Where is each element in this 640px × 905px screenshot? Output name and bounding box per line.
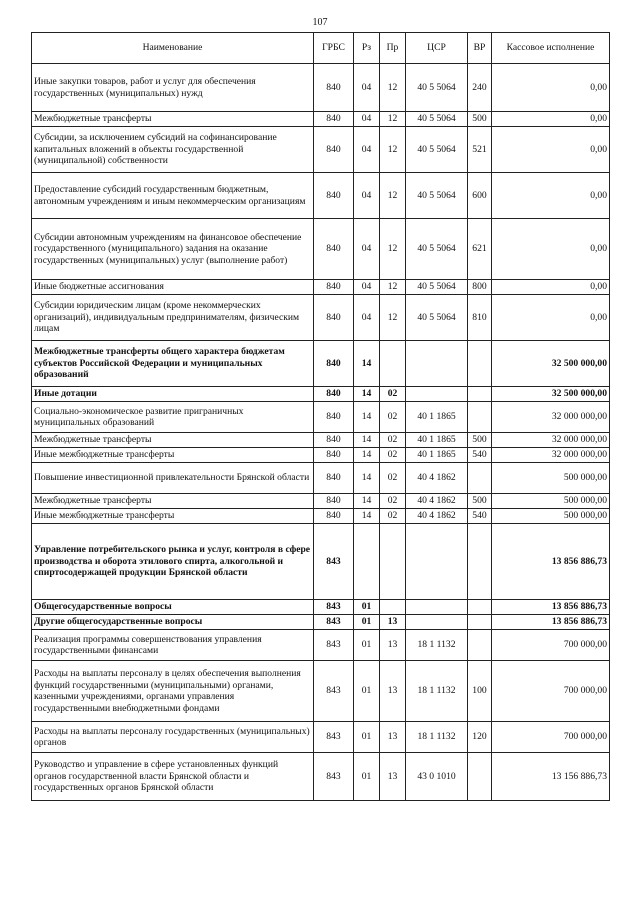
- cell-name: Субсидии автономным учреждениям на финансовое обеспечение государственного (муниципального) задания на оказание государственных (муниципальных) услуг (выполнение работ): [32, 219, 314, 280]
- cell-name: Субсидии юридическим лицам (кроме некоммерческих организаций), индивидуальным предпринимателям, физическим лицам: [32, 295, 314, 341]
- cell-grbs: 843: [314, 722, 354, 753]
- cell-csr: [406, 524, 468, 600]
- cell-name: Руководство и управление в сфере установленных функций органов государственной власти Брянской области и государственных органов Брянской области: [32, 753, 314, 801]
- cell-name: Реализация программы совершенствования управления государственными финансами: [32, 630, 314, 661]
- cell-name: Иные дотации: [32, 387, 314, 402]
- cell-sum: 32 500 000,00: [492, 341, 610, 387]
- cell-sum: 500 000,00: [492, 463, 610, 494]
- table-row: [32, 661, 610, 722]
- cell-vr: 240: [468, 64, 492, 112]
- table-row: [32, 402, 610, 433]
- cell-name: Управление потребительского рынка и услуг, контроля в сфере производства и оборота этилового спирта, алкогольной и спиртосодержащей продукции Брянской области: [32, 524, 314, 600]
- cell-name: Иные межбюджетные трансферты: [32, 448, 314, 463]
- cell-sum: 13 856 886,73: [492, 600, 610, 615]
- cell-vr: 540: [468, 448, 492, 463]
- cell-vr: [468, 387, 492, 402]
- header-grbs: ГРБС: [314, 33, 354, 64]
- cell-grbs: 840: [314, 494, 354, 509]
- table-row: [32, 753, 610, 801]
- cell-vr: 500: [468, 494, 492, 509]
- cell-sum: 700 000,00: [492, 661, 610, 722]
- header-name: Наименование: [32, 33, 314, 64]
- cell-rz: 01: [354, 600, 380, 615]
- cell-csr: 40 5 5064: [406, 173, 468, 219]
- cell-grbs: 840: [314, 173, 354, 219]
- cell-sum: 0,00: [492, 280, 610, 295]
- cell-rz: 01: [354, 722, 380, 753]
- cell-pr: 02: [380, 494, 406, 509]
- table-row: [32, 219, 610, 280]
- cell-csr: 18 1 1132: [406, 722, 468, 753]
- cell-csr: [406, 615, 468, 630]
- cell-csr: 40 5 5064: [406, 295, 468, 341]
- cell-grbs: 840: [314, 448, 354, 463]
- cell-vr: [468, 463, 492, 494]
- cell-grbs: 843: [314, 661, 354, 722]
- cell-grbs: 843: [314, 753, 354, 801]
- cell-sum: 700 000,00: [492, 630, 610, 661]
- cell-pr: 12: [380, 127, 406, 173]
- cell-grbs: 840: [314, 387, 354, 402]
- cell-csr: 40 5 5064: [406, 127, 468, 173]
- cell-name: Предоставление субсидий государственным бюджетным, автономным учреждениям и иным некоммерческим организациям: [32, 173, 314, 219]
- cell-pr: 12: [380, 280, 406, 295]
- cell-pr: 02: [380, 433, 406, 448]
- cell-pr: [380, 341, 406, 387]
- cell-rz: 01: [354, 661, 380, 722]
- cell-sum: 700 000,00: [492, 722, 610, 753]
- cell-rz: 04: [354, 295, 380, 341]
- cell-name: Межбюджетные трансферты: [32, 433, 314, 448]
- cell-sum: 32 000 000,00: [492, 433, 610, 448]
- cell-rz: 14: [354, 448, 380, 463]
- table-row: [32, 600, 610, 615]
- cell-csr: 40 4 1862: [406, 494, 468, 509]
- cell-pr: 02: [380, 402, 406, 433]
- cell-vr: 810: [468, 295, 492, 341]
- cell-sum: 500 000,00: [492, 509, 610, 524]
- cell-grbs: 840: [314, 127, 354, 173]
- cell-rz: 01: [354, 753, 380, 801]
- table-row: [32, 722, 610, 753]
- cell-sum: 0,00: [492, 219, 610, 280]
- cell-vr: [468, 600, 492, 615]
- page-number: 107: [312, 17, 328, 28]
- cell-rz: [354, 524, 380, 600]
- cell-rz: 04: [354, 280, 380, 295]
- cell-vr: 500: [468, 433, 492, 448]
- cell-name: Общегосударственные вопросы: [32, 600, 314, 615]
- cell-pr: 12: [380, 219, 406, 280]
- cell-grbs: 840: [314, 402, 354, 433]
- table-row: [32, 615, 610, 630]
- table-row: [32, 387, 610, 402]
- cell-rz: 14: [354, 433, 380, 448]
- cell-sum: 0,00: [492, 127, 610, 173]
- cell-name: Расходы на выплаты персоналу государственных (муниципальных) органов: [32, 722, 314, 753]
- cell-grbs: 840: [314, 433, 354, 448]
- cell-name: Межбюджетные трансферты: [32, 112, 314, 127]
- table-body: [32, 64, 610, 801]
- cell-name: Повышение инвестиционной привлекательности Брянской области: [32, 463, 314, 494]
- cell-rz: 14: [354, 494, 380, 509]
- table-row: [32, 509, 610, 524]
- cell-name: Межбюджетные трансферты общего характера бюджетам субъектов Российской Федерации и муниципальных образований: [32, 341, 314, 387]
- cell-csr: 40 4 1862: [406, 509, 468, 524]
- table-row: [32, 127, 610, 173]
- cell-sum: 0,00: [492, 173, 610, 219]
- cell-pr: 02: [380, 387, 406, 402]
- cell-grbs: 840: [314, 280, 354, 295]
- cell-rz: 14: [354, 463, 380, 494]
- cell-name: Иные закупки товаров, работ и услуг для обеспечения государственных (муниципальных) нужд: [32, 64, 314, 112]
- cell-vr: 540: [468, 509, 492, 524]
- table-row: [32, 463, 610, 494]
- cell-pr: 13: [380, 630, 406, 661]
- cell-csr: 18 1 1132: [406, 630, 468, 661]
- header-row: [32, 33, 610, 64]
- cell-csr: 40 5 5064: [406, 219, 468, 280]
- cell-vr: [468, 524, 492, 600]
- cell-sum: 32 000 000,00: [492, 448, 610, 463]
- cell-sum: 13 856 886,73: [492, 615, 610, 630]
- cell-grbs: 843: [314, 630, 354, 661]
- budget-execution-table: [31, 32, 610, 801]
- cell-sum: 32 000 000,00: [492, 402, 610, 433]
- cell-grbs: 843: [314, 524, 354, 600]
- cell-rz: 14: [354, 387, 380, 402]
- cell-rz: 04: [354, 127, 380, 173]
- header-rz: Рз: [354, 33, 380, 64]
- cell-grbs: 840: [314, 509, 354, 524]
- cell-grbs: 843: [314, 600, 354, 615]
- table-row: [32, 494, 610, 509]
- cell-vr: 120: [468, 722, 492, 753]
- cell-name: Социально-экономическое развитие приграничных муниципальных образований: [32, 402, 314, 433]
- table-row: [32, 448, 610, 463]
- cell-rz: 04: [354, 64, 380, 112]
- cell-name: Другие общегосударственные вопросы: [32, 615, 314, 630]
- cell-csr: [406, 387, 468, 402]
- cell-vr: [468, 753, 492, 801]
- cell-grbs: 843: [314, 615, 354, 630]
- cell-rz: 04: [354, 112, 380, 127]
- cell-pr: [380, 524, 406, 600]
- table-row: [32, 630, 610, 661]
- cell-csr: 40 1 1865: [406, 448, 468, 463]
- cell-grbs: 840: [314, 463, 354, 494]
- cell-rz: 01: [354, 615, 380, 630]
- header-vr: ВР: [468, 33, 492, 64]
- cell-pr: 13: [380, 615, 406, 630]
- cell-vr: [468, 341, 492, 387]
- cell-sum: 13 156 886,73: [492, 753, 610, 801]
- cell-csr: 43 0 1010: [406, 753, 468, 801]
- cell-rz: 14: [354, 509, 380, 524]
- table-row: [32, 173, 610, 219]
- cell-name: Межбюджетные трансферты: [32, 494, 314, 509]
- header-sum: Кассовое исполнение: [492, 33, 610, 64]
- cell-csr: 40 1 1865: [406, 402, 468, 433]
- cell-vr: 600: [468, 173, 492, 219]
- cell-csr: 40 5 5064: [406, 64, 468, 112]
- cell-pr: 13: [380, 722, 406, 753]
- cell-pr: 13: [380, 753, 406, 801]
- cell-sum: 13 856 886,73: [492, 524, 610, 600]
- cell-csr: [406, 600, 468, 615]
- table-row: [32, 280, 610, 295]
- header-pr: Пр: [380, 33, 406, 64]
- cell-rz: 04: [354, 173, 380, 219]
- cell-vr: 521: [468, 127, 492, 173]
- cell-csr: 40 5 5064: [406, 280, 468, 295]
- cell-vr: 621: [468, 219, 492, 280]
- cell-pr: [380, 600, 406, 615]
- cell-name: Субсидии, за исключением субсидий на софинансирование капитальных вложений в объекты государственной (муниципальной) собственности: [32, 127, 314, 173]
- cell-vr: [468, 615, 492, 630]
- cell-pr: 12: [380, 173, 406, 219]
- cell-vr: 100: [468, 661, 492, 722]
- cell-name: Иные межбюджетные трансферты: [32, 509, 314, 524]
- table-row: [32, 295, 610, 341]
- cell-csr: 18 1 1132: [406, 661, 468, 722]
- cell-pr: 02: [380, 509, 406, 524]
- table-row: [32, 524, 610, 600]
- cell-name: Иные бюджетные ассигнования: [32, 280, 314, 295]
- cell-csr: [406, 341, 468, 387]
- cell-grbs: 840: [314, 64, 354, 112]
- cell-pr: 12: [380, 112, 406, 127]
- cell-rz: 14: [354, 402, 380, 433]
- cell-pr: 02: [380, 448, 406, 463]
- cell-rz: 14: [354, 341, 380, 387]
- cell-csr: 40 4 1862: [406, 463, 468, 494]
- cell-vr: [468, 630, 492, 661]
- table-row: [32, 112, 610, 127]
- cell-pr: 12: [380, 295, 406, 341]
- cell-csr: 40 1 1865: [406, 433, 468, 448]
- cell-pr: 12: [380, 64, 406, 112]
- cell-sum: 0,00: [492, 295, 610, 341]
- cell-grbs: 840: [314, 112, 354, 127]
- cell-grbs: 840: [314, 219, 354, 280]
- header-csr: ЦСР: [406, 33, 468, 64]
- cell-sum: 0,00: [492, 112, 610, 127]
- cell-vr: 500: [468, 112, 492, 127]
- table-row: [32, 64, 610, 112]
- cell-vr: 800: [468, 280, 492, 295]
- cell-grbs: 840: [314, 295, 354, 341]
- cell-sum: 32 500 000,00: [492, 387, 610, 402]
- cell-pr: 13: [380, 661, 406, 722]
- table-row: [32, 341, 610, 387]
- cell-name: Расходы на выплаты персоналу в целях обеспечения выполнения функций государственными (муниципальными) органами, казенными учреждениями, органами управления государственными внебюджетными фондами: [32, 661, 314, 722]
- table-row: [32, 433, 610, 448]
- cell-grbs: 840: [314, 341, 354, 387]
- cell-pr: 02: [380, 463, 406, 494]
- cell-sum: 0,00: [492, 64, 610, 112]
- cell-sum: 500 000,00: [492, 494, 610, 509]
- cell-rz: 04: [354, 219, 380, 280]
- cell-rz: 01: [354, 630, 380, 661]
- cell-csr: 40 5 5064: [406, 112, 468, 127]
- cell-vr: [468, 402, 492, 433]
